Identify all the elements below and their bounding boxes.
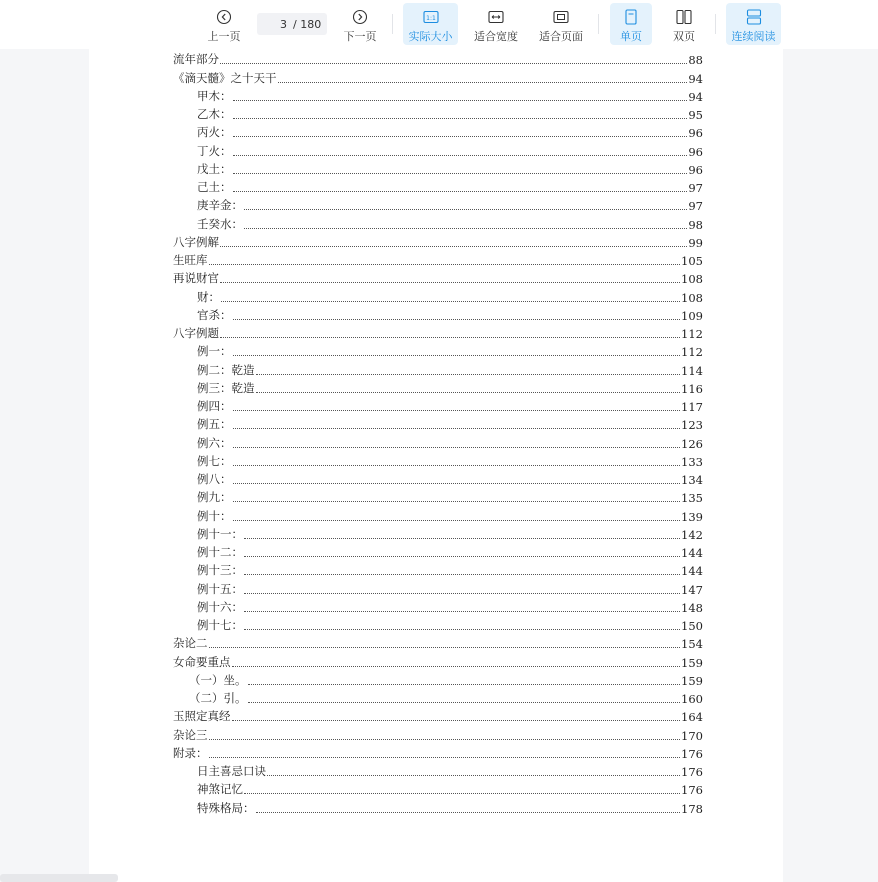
toc-entry-page: 150 — [681, 619, 703, 633]
toc-entry-title: 庚辛金： — [197, 198, 243, 213]
toc-entry-page: 96 — [688, 126, 703, 141]
toc-entry[interactable] — [173, 106, 703, 124]
toc-entry-title: 戊土： — [197, 161, 232, 176]
toc-dot-leader — [244, 793, 680, 794]
toc-entry-title: 女命要重点 — [173, 654, 231, 669]
toc-entry[interactable] — [173, 215, 703, 233]
toc-dot-leader — [233, 355, 681, 356]
toc-entry-title: 例二：乾造 — [197, 362, 255, 377]
fit-page-label: 适合页面 — [539, 30, 583, 43]
toc-entry[interactable] — [173, 179, 703, 197]
toc-entry[interactable] — [173, 672, 703, 690]
toc-entry-page: 88 — [688, 53, 703, 68]
toc-dot-leader — [244, 556, 680, 557]
toc-entry-title: 例十六： — [197, 599, 243, 614]
toc-entry-page: 99 — [688, 235, 703, 250]
toc-dot-leader — [256, 812, 681, 813]
toc-entry-title: 八字例解 — [173, 234, 219, 249]
toc-entry-title: 流年部分 — [173, 52, 219, 67]
prev-page-button[interactable] — [204, 3, 244, 45]
toc-entry-title: 特殊格局： — [197, 800, 255, 815]
single-page-label: 单页 — [620, 30, 642, 43]
toc-dot-leader — [244, 593, 680, 594]
toc-entry-title: 官杀： — [197, 307, 232, 322]
fit-page-button[interactable] — [535, 3, 587, 45]
actual-size-icon — [422, 8, 440, 26]
toc-entry[interactable] — [173, 653, 703, 671]
toc-entry[interactable] — [173, 617, 703, 635]
toc-entry-title: 例九： — [197, 490, 232, 505]
toc-entry[interactable] — [173, 88, 703, 106]
actual-size-button[interactable] — [403, 3, 458, 45]
toc-entry-title: 附录： — [173, 745, 208, 760]
toc-entry-title: 财： — [197, 289, 220, 304]
toc-entry-page: 134 — [681, 473, 703, 487]
toc-dot-leader — [220, 337, 680, 338]
toc-entry-page: 94 — [688, 89, 703, 104]
toc-dot-leader — [233, 155, 688, 156]
toc-entry[interactable] — [173, 51, 703, 69]
document-page — [89, 49, 783, 882]
toc-entry[interactable] — [173, 726, 703, 744]
toc-entry-title: （一）坐。 — [189, 672, 247, 687]
toc-entry[interactable] — [173, 325, 703, 343]
total-pages: / 180 — [293, 17, 322, 31]
current-page-input[interactable]: 3 — [280, 17, 287, 31]
toc-entry-page: 112 — [681, 345, 703, 360]
toc-entry-page: 159 — [681, 655, 703, 670]
toc-entry[interactable] — [173, 690, 703, 708]
fit-page-icon — [552, 8, 570, 26]
toc-entry-title: 乙木： — [197, 107, 232, 121]
toc-entry[interactable] — [173, 142, 703, 160]
toc-entry-page: 123 — [681, 418, 703, 433]
toc-entry[interactable] — [173, 398, 703, 416]
toc-entry-title: 壬癸水： — [197, 216, 243, 231]
toc-dot-leader — [209, 264, 681, 265]
toc-entry[interactable] — [173, 544, 703, 562]
toc-entry-title: 玉照定真经 — [173, 709, 231, 724]
toc-entry-page: 108 — [681, 290, 703, 305]
toc-dot-leader — [233, 483, 681, 484]
toc-entry-title: （二）引。 — [189, 691, 247, 705]
toc-entry-title: 丙火： — [197, 125, 232, 140]
toc-entry[interactable] — [173, 599, 703, 617]
toc-entry[interactable] — [173, 288, 703, 306]
toc-entry[interactable] — [173, 745, 703, 763]
toc-entry-title: 例十二： — [197, 545, 243, 559]
toc-entry-title: 《滴天髓》之十天干 — [173, 70, 277, 85]
toc-entry-title: 例四： — [197, 399, 232, 413]
continuous-reading-button[interactable] — [726, 3, 781, 45]
toc-dot-leader — [209, 739, 681, 740]
toc-dot-leader — [233, 410, 681, 411]
toc-entry[interactable] — [173, 507, 703, 525]
toc-entry-page: 114 — [681, 363, 703, 378]
toc-entry-title: 例五： — [197, 417, 232, 432]
toc-entry[interactable] — [173, 69, 703, 87]
double-page-icon — [675, 8, 693, 26]
toc-entry[interactable] — [173, 580, 703, 598]
toc-entry-title: 杂论三 — [173, 727, 208, 742]
toc-entry-page: 159 — [681, 673, 703, 688]
double-page-label: 双页 — [673, 30, 695, 43]
toc-dot-leader — [233, 173, 688, 174]
toc-dot-leader — [244, 611, 680, 612]
toc-entry[interactable] — [173, 471, 703, 489]
fit-width-button[interactable] — [470, 3, 522, 45]
chevron-right-circle-icon — [351, 8, 369, 26]
continuous-reading-icon — [745, 8, 763, 26]
toc-dot-leader — [267, 775, 680, 776]
toc-entry[interactable] — [173, 635, 703, 653]
toc-entry-page: 133 — [681, 454, 703, 469]
toc-entry[interactable] — [173, 489, 703, 507]
toc-entry-title: 神煞记忆 — [197, 782, 243, 797]
prev-page-label: 上一页 — [207, 30, 241, 43]
toc-entry[interactable] — [173, 234, 703, 252]
toc-dot-leader — [233, 319, 681, 320]
toc-entry-title: 丁火： — [197, 143, 232, 158]
toc-dot-leader — [232, 666, 681, 667]
toc-dot-leader — [209, 647, 681, 648]
toc-entry-title: 八字例题 — [173, 326, 219, 340]
toc-entry-page: 160 — [681, 692, 703, 706]
toc-dot-leader — [233, 100, 688, 101]
toc-entry-page: 126 — [681, 436, 703, 451]
toc-dot-leader — [244, 538, 680, 539]
toc-entry-page: 176 — [681, 765, 703, 779]
toc-entry-page: 97 — [688, 181, 703, 195]
toc-entry-page: 97 — [688, 199, 703, 214]
toc-entry-page: 154 — [681, 637, 703, 652]
toc-entry-page: 117 — [681, 400, 703, 414]
toc-dot-leader — [233, 191, 688, 192]
toc-entry-title: 杂论二 — [173, 636, 208, 651]
toc-dot-leader — [232, 720, 681, 721]
toc-entry-title: 生旺库 — [173, 253, 208, 267]
toc-entry-page: 144 — [681, 564, 703, 579]
toolbar-divider — [598, 14, 599, 34]
toc-entry-page: 176 — [681, 746, 703, 761]
double-page-button[interactable] — [663, 3, 705, 45]
toc-entry[interactable] — [173, 763, 703, 781]
toc-entry[interactable] — [173, 781, 703, 799]
toc-entry-title: 例十五： — [197, 581, 243, 596]
toc-dot-leader — [244, 209, 687, 210]
toc-entry-title: 己土： — [197, 180, 232, 194]
page-number-box — [257, 13, 327, 35]
toc-entry[interactable] — [173, 161, 703, 179]
toc-dot-leader — [256, 374, 681, 375]
fit-width-icon — [487, 8, 505, 26]
toc-entry-title: 例六： — [197, 435, 232, 450]
toolbar-divider — [392, 14, 393, 34]
toc-entry-page: 98 — [688, 217, 703, 232]
toc-entry-page: 109 — [681, 308, 703, 323]
toc-entry-page: 96 — [688, 144, 703, 159]
toc-entry-title: 例十： — [197, 508, 232, 523]
toc-entry-title: 再说财官 — [173, 271, 219, 286]
toc-dot-leader — [278, 82, 688, 83]
toc-dot-leader — [233, 447, 681, 448]
toc-entry[interactable] — [173, 799, 703, 817]
toc-entry-page: 139 — [681, 509, 703, 524]
toc-entry[interactable] — [173, 416, 703, 434]
toc-dot-leader — [233, 136, 688, 137]
toc-entry[interactable] — [173, 562, 703, 580]
toc-entry-page: 176 — [681, 783, 703, 798]
toc-entry[interactable] — [173, 252, 703, 270]
toc-entry-title: 例十一： — [197, 526, 243, 541]
single-page-icon — [622, 8, 640, 26]
toc-entry-title: 例一： — [197, 344, 232, 359]
toc-dot-leader — [244, 629, 680, 630]
toc-entry-title: 例三：乾造 — [197, 380, 255, 395]
toc-entry-page: 108 — [681, 272, 703, 287]
toc-dot-leader — [233, 428, 681, 429]
toolbar-divider — [715, 14, 716, 34]
toc-entry[interactable] — [173, 434, 703, 452]
toc-dot-leader — [233, 465, 681, 466]
toc-entry-page: 164 — [681, 710, 703, 725]
next-page-button[interactable] — [340, 3, 380, 45]
actual-size-label: 实际大小 — [408, 30, 453, 43]
toc-entry[interactable] — [173, 453, 703, 471]
chevron-left-circle-icon — [215, 8, 233, 26]
toc-entry-title: 例八： — [197, 472, 232, 486]
toc-dot-leader — [233, 118, 688, 119]
toc-entry[interactable] — [173, 708, 703, 726]
toc-dot-leader — [220, 63, 687, 64]
toc-entry-page: 105 — [681, 254, 703, 268]
toc-dot-leader — [233, 520, 681, 521]
toc-entry-page: 170 — [681, 728, 703, 743]
toc-entry-page: 148 — [681, 600, 703, 615]
horizontal-scrollbar[interactable] — [0, 874, 118, 882]
toc-entry-title: 例十七： — [197, 618, 243, 632]
toc-dot-leader — [220, 246, 687, 247]
fit-width-label: 适合宽度 — [474, 30, 518, 43]
toc-entry[interactable] — [173, 343, 703, 361]
toc-dot-leader — [248, 684, 681, 685]
toc-entry-page: 112 — [681, 327, 703, 341]
toc-dot-leader — [220, 282, 680, 283]
toc-dot-leader — [209, 757, 681, 758]
svg-text:1:1: 1:1 — [425, 14, 436, 22]
toc-entry-title: 例七： — [197, 453, 232, 468]
toc-entry-page: 147 — [681, 582, 703, 597]
toc-entry[interactable] — [173, 124, 703, 142]
toc-entry[interactable] — [173, 361, 703, 379]
continuous-reading-label: 连续阅读 — [731, 30, 776, 43]
toc-dot-leader — [244, 228, 687, 229]
toc-entry-page: 144 — [681, 546, 703, 560]
toc-entry[interactable] — [173, 270, 703, 288]
toc-entry-page: 95 — [688, 108, 703, 122]
table-of-contents — [173, 51, 703, 818]
toc-dot-leader — [233, 501, 681, 502]
single-page-button[interactable] — [610, 3, 652, 45]
toc-entry-page: 94 — [688, 71, 703, 86]
toc-entry-title: 例十三： — [197, 563, 243, 578]
toc-entry-page: 116 — [681, 381, 703, 396]
toc-entry-title: 甲木： — [197, 88, 232, 103]
toc-entry-page: 135 — [681, 491, 703, 506]
toc-entry-title: 日主喜忌口诀 — [197, 764, 266, 778]
next-page-label: 下一页 — [343, 30, 377, 43]
toc-entry[interactable] — [173, 307, 703, 325]
toc-entry[interactable] — [173, 380, 703, 398]
toc-dot-leader — [221, 301, 680, 302]
toc-entry-page: 142 — [681, 527, 703, 542]
toc-entry[interactable] — [173, 526, 703, 544]
toc-entry-page: 96 — [688, 162, 703, 177]
toc-dot-leader — [244, 574, 680, 575]
viewer-toolbar — [0, 0, 878, 49]
toc-dot-leader — [248, 702, 681, 703]
toc-dot-leader — [256, 392, 681, 393]
toc-entry-page: 178 — [681, 801, 703, 816]
toc-entry[interactable] — [173, 197, 703, 215]
